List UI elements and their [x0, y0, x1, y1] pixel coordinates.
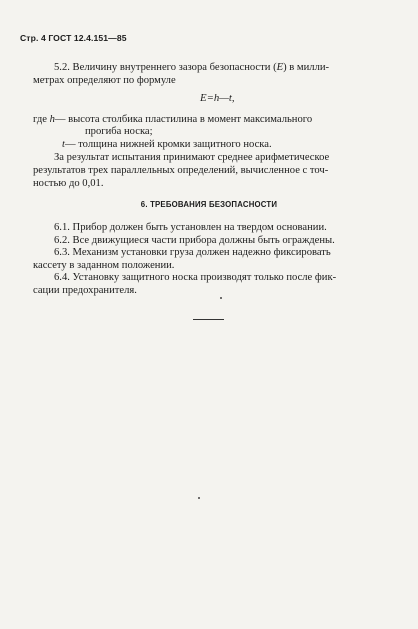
- item-6-1: 6.1. Прибор должен быть установлен на твердом основании.: [54, 222, 327, 233]
- page-number: Стр. 4: [20, 33, 46, 43]
- h-definition: — высота столбика пластилина в момент максимального: [54, 114, 313, 125]
- item-6-4-line-1: 6.4. Установку защитного носка производят только после фик-: [54, 272, 337, 283]
- item-6-3-line-2: кассету в заданном положении.: [33, 260, 175, 271]
- variable-h: h: [49, 114, 55, 125]
- t-definition: — толщина нижней кромки защитного носка.: [64, 139, 272, 150]
- item-6-4-line-2: сации предохранителя.: [33, 285, 137, 296]
- where-h-line-2: прогиба носка;: [85, 126, 153, 137]
- where-word: где: [33, 114, 47, 125]
- result-line-1: За результат испытания принимают среднее арифметическое: [54, 152, 330, 163]
- variable-t: t: [62, 139, 65, 150]
- where-t-line: [62, 138, 272, 152]
- where-h-line-1: [33, 113, 312, 127]
- section-6-title: 6. ТРЕБОВАНИЯ БЕЗОПАСНОСТИ: [140, 200, 278, 209]
- page-header: [20, 33, 127, 43]
- para-5-2-line-1: [54, 61, 329, 75]
- variable-e: E: [276, 62, 284, 73]
- end-rule: [193, 319, 224, 320]
- para-number: 5.2.: [54, 62, 70, 73]
- item-6-3-line-1: 6.3. Механизм установки груза должен надежно фиксировать: [54, 247, 331, 258]
- result-line-3: ностью до 0,01.: [33, 178, 104, 189]
- formula: E=h—t,: [200, 92, 235, 104]
- para-5-2-line-2: метрах определяют по формуле: [33, 75, 176, 86]
- para-text-tail: ) в милли-: [283, 62, 330, 73]
- scan-speck: [220, 297, 222, 299]
- item-6-2: 6.2. Все движущиеся части прибора должны быть ограждены.: [54, 235, 335, 246]
- standard-number: ГОСТ 12.4.151—85: [48, 33, 127, 43]
- result-line-2: результатов трех параллельных определений, вычисленное с точ-: [33, 165, 329, 176]
- scan-speck: [198, 497, 200, 499]
- para-text: Величину внутреннего зазора безопасности (: [72, 62, 277, 73]
